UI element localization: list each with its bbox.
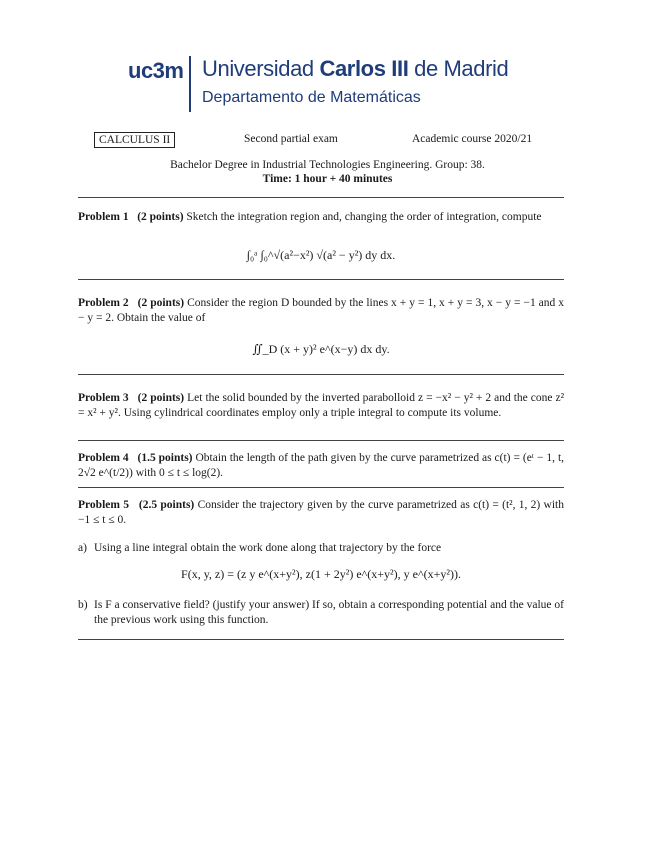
- problem-5: Problem 5 (2.5 points) Consider the trajectory given by the curve parametrized as c(t) = (t², 1, 2) with −1 ≤ t ≤ 0.: [78, 499, 565, 526]
- problem-3: Problem 3 (2 points) Let the solid bounded by the inverted parabolloid z = −x² − y² + 2 and the cone z² = x² + y². Using cylindrical coordinates employ only a triple integral to compute its volume.: [78, 392, 565, 419]
- problem-5-part-a: a) Using a line integral obtain the work done along that trajectory by the force: [78, 542, 442, 554]
- uc3m-logo-text: uc3m: [128, 58, 184, 83]
- divider: [78, 440, 564, 441]
- divider: [78, 279, 564, 280]
- course-name: CALCULUS II: [94, 132, 175, 148]
- divider: [78, 374, 564, 375]
- exam-name: Second partial exam: [244, 133, 338, 145]
- university-name: Universidad Carlos III de Madrid: [202, 56, 509, 81]
- problem-2-formula: ∬_D (x + y)² e^(x−y) dx dy.: [252, 342, 390, 356]
- problem-2: Problem 2 (2 points) Consider the region D bounded by the lines x + y = 1, x + y = 3, x − y = −1 and x − y = 2. Obtain the value of: [78, 297, 565, 324]
- problem-5-part-b: b) Is F a conservative field? (justify your answer) If so, obtain a corresponding potential and the value of the previous work using this function.: [78, 599, 564, 626]
- problem-1: Problem 1 (2 points) Sketch the integration region and, changing the order of integration, compute: [78, 211, 542, 223]
- divider: [78, 197, 564, 198]
- problem-5-formula: F(x, y, z) = (z y e^(x+y²), z(1 + 2y²) e^(x+y²), y e^(x+y²)).: [181, 567, 461, 581]
- academic-course: Academic course 2020/21: [412, 133, 533, 145]
- logo-divider: [189, 56, 191, 112]
- divider: [78, 639, 564, 640]
- problem-1-formula: ∫₀ᵃ ∫₀^√(a²−x²) √(a² − y²) dy dx.: [246, 248, 396, 262]
- problem-4: Problem 4 (1.5 points) Obtain the length of the path given by the curve parametrized as c(t) = (eᵗ − 1, t, 2√2 e^(t/2)) with 0 ≤ t ≤ log(2).: [78, 452, 565, 479]
- degree-line: Bachelor Degree in Industrial Technologies Engineering. Group: 38.: [170, 159, 485, 171]
- department-name: Departamento de Matemáticas: [202, 89, 421, 106]
- divider: [78, 487, 564, 488]
- time-line: Time: 1 hour + 40 minutes: [262, 173, 393, 185]
